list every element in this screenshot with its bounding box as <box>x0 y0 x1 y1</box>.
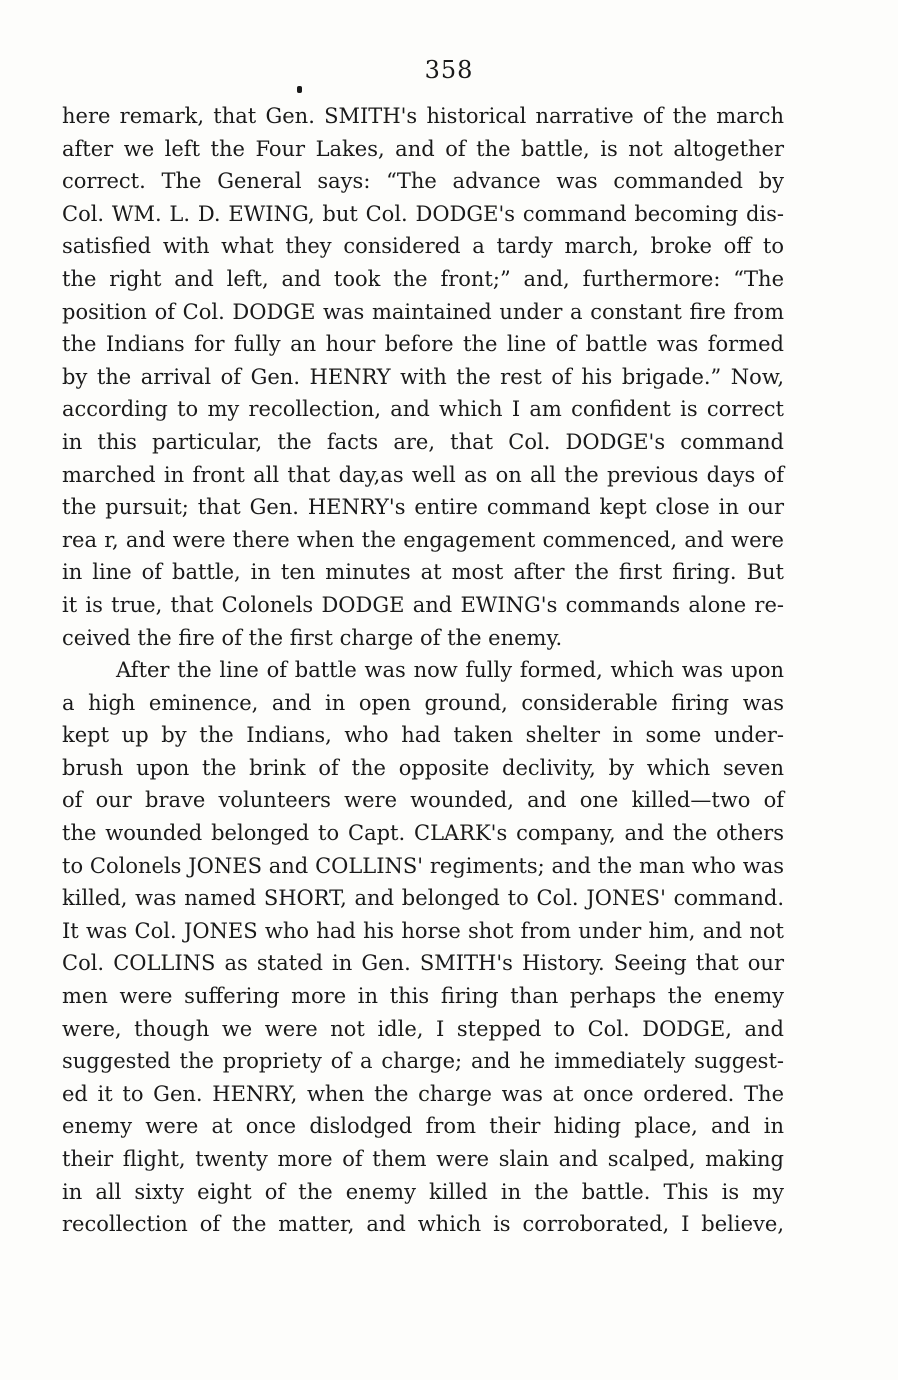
text-line: ceived the fire of the first charge of the enemy. <box>62 625 563 650</box>
text-line: of our brave volunteers were wounded, and one killed—two of <box>62 788 784 813</box>
text-line: according to my recollection, and which I am confident is correct <box>62 397 784 422</box>
text-line: after we left the Four Lakes, and of the battle, is not altogether <box>62 136 784 161</box>
text-line: men were suffering more in this firing than perhaps the enemy <box>62 984 784 1009</box>
text-line: a high eminence, and in open ground, considerable firing was <box>62 690 784 715</box>
ink-dot-mark <box>297 86 302 93</box>
text-line: suggested the propriety of a charge; and he immediately suggest- <box>62 1049 784 1074</box>
text-line: the wounded belonged to Capt. CLARK's company, and the others <box>62 821 784 846</box>
text-line: enemy were at once dislodged from their hiding place, and in <box>62 1114 784 1139</box>
text-line: their flight, twenty more of them were slain and scalped, making <box>62 1147 784 1171</box>
text-line: correct. The General says: “The advance was commanded by <box>62 169 784 194</box>
text-line: here remark, that Gen. SMITH's historical narrative of the march <box>62 104 784 128</box>
text-line: the Indians for fully an hour before the line of battle was formed <box>62 332 784 357</box>
text-line: were, though we were not idle, I stepped to Col. DODGE, and <box>62 1016 784 1041</box>
text-line: in all sixty eight of the enemy killed in the battle. This is my <box>62 1179 784 1204</box>
text-line: in line of battle, in ten minutes at most after the first firing. But <box>62 560 784 585</box>
text-line: recollection of the matter, and which is corroborated, I believe, <box>62 1212 784 1237</box>
text-line: it is true, that Colonels DODGE and EWING's commands alone re- <box>62 592 784 617</box>
text-line: the pursuit; that Gen. HENRY's entire command kept close in our <box>62 495 784 520</box>
text-line: Col. COLLINS as stated in Gen. SMITH's History. Seeing that our <box>62 951 784 976</box>
text-line: ed it to Gen. HENRY, when the charge was at once ordered. The <box>62 1081 784 1106</box>
text-line: rea r, and were there when the engagement commenced, and were <box>62 527 784 552</box>
text-line: the right and left, and took the front;” and, furthermore: “The <box>62 266 784 291</box>
text-line: It was Col. JONES who had his horse shot from under him, and not <box>62 918 784 943</box>
text-line: by the arrival of Gen. HENRY with the rest of his brigade.” Now, <box>62 364 784 389</box>
text-line: position of Col. DODGE was maintained under a constant fire from <box>62 299 784 324</box>
text-line: to Colonels JONES and COLLINS' regiments; and the man who was <box>62 853 784 878</box>
text-line: brush upon the brink of the opposite declivity, by which seven <box>62 755 784 780</box>
text-line: satisfied with what they considered a tardy march, broke off to <box>62 234 784 259</box>
text-line: Col. WM. L. D. EWING, but Col. DODGE's command becoming dis- <box>62 201 784 226</box>
page-number: 358 <box>424 56 474 84</box>
text-line: marched in front all that day,as well as on all the previous days of <box>62 462 784 487</box>
text-line: killed, was named SHORT, and belonged to Col. JONES' command. <box>62 886 784 911</box>
text-line: in this particular, the facts are, that Col. DODGE's command <box>62 429 784 454</box>
text-line: After the line of battle was now fully formed, which was upon <box>116 658 784 683</box>
body-text <box>62 100 784 1241</box>
text-line: kept up by the Indians, who had taken shelter in some under- <box>62 723 784 748</box>
